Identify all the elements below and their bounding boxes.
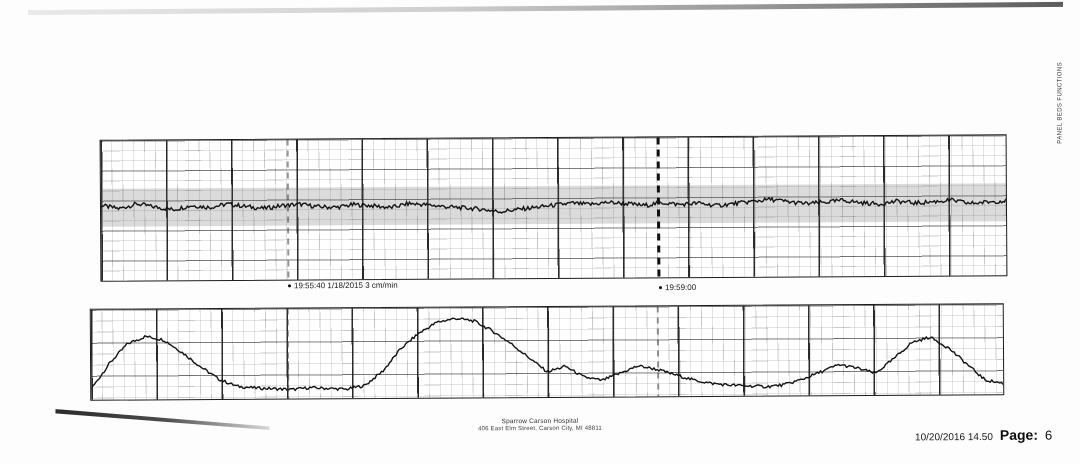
- fetal-heart-rate-strip: [100, 134, 1008, 282]
- annotation-text: 19:59:00: [664, 282, 697, 293]
- uc-trace: [91, 304, 1004, 400]
- page-label: Page:: [999, 426, 1038, 443]
- hospital-address: 406 East Elm Street, Carson City, MI 48811: [478, 425, 602, 433]
- print-timestamp: 10/20/2016 14.50: [914, 431, 993, 444]
- hospital-name: Sparrow Carson Hospital: [501, 417, 579, 426]
- footer-print-block: [915, 427, 1052, 444]
- side-panel-label: PANEL BEDS FUNCTIONS: [1058, 62, 1064, 144]
- uterine-contraction-strip: [90, 303, 1005, 401]
- strip-annotation-1: [288, 281, 398, 291]
- scan-edge-top: [28, 2, 1063, 15]
- annotation-text: 19:55:40 1/18/2015 3 cm/min: [293, 280, 398, 291]
- page-number: 6: [1044, 427, 1053, 443]
- strip-annotation-2: [659, 283, 696, 292]
- fhr-trace: [101, 135, 1007, 281]
